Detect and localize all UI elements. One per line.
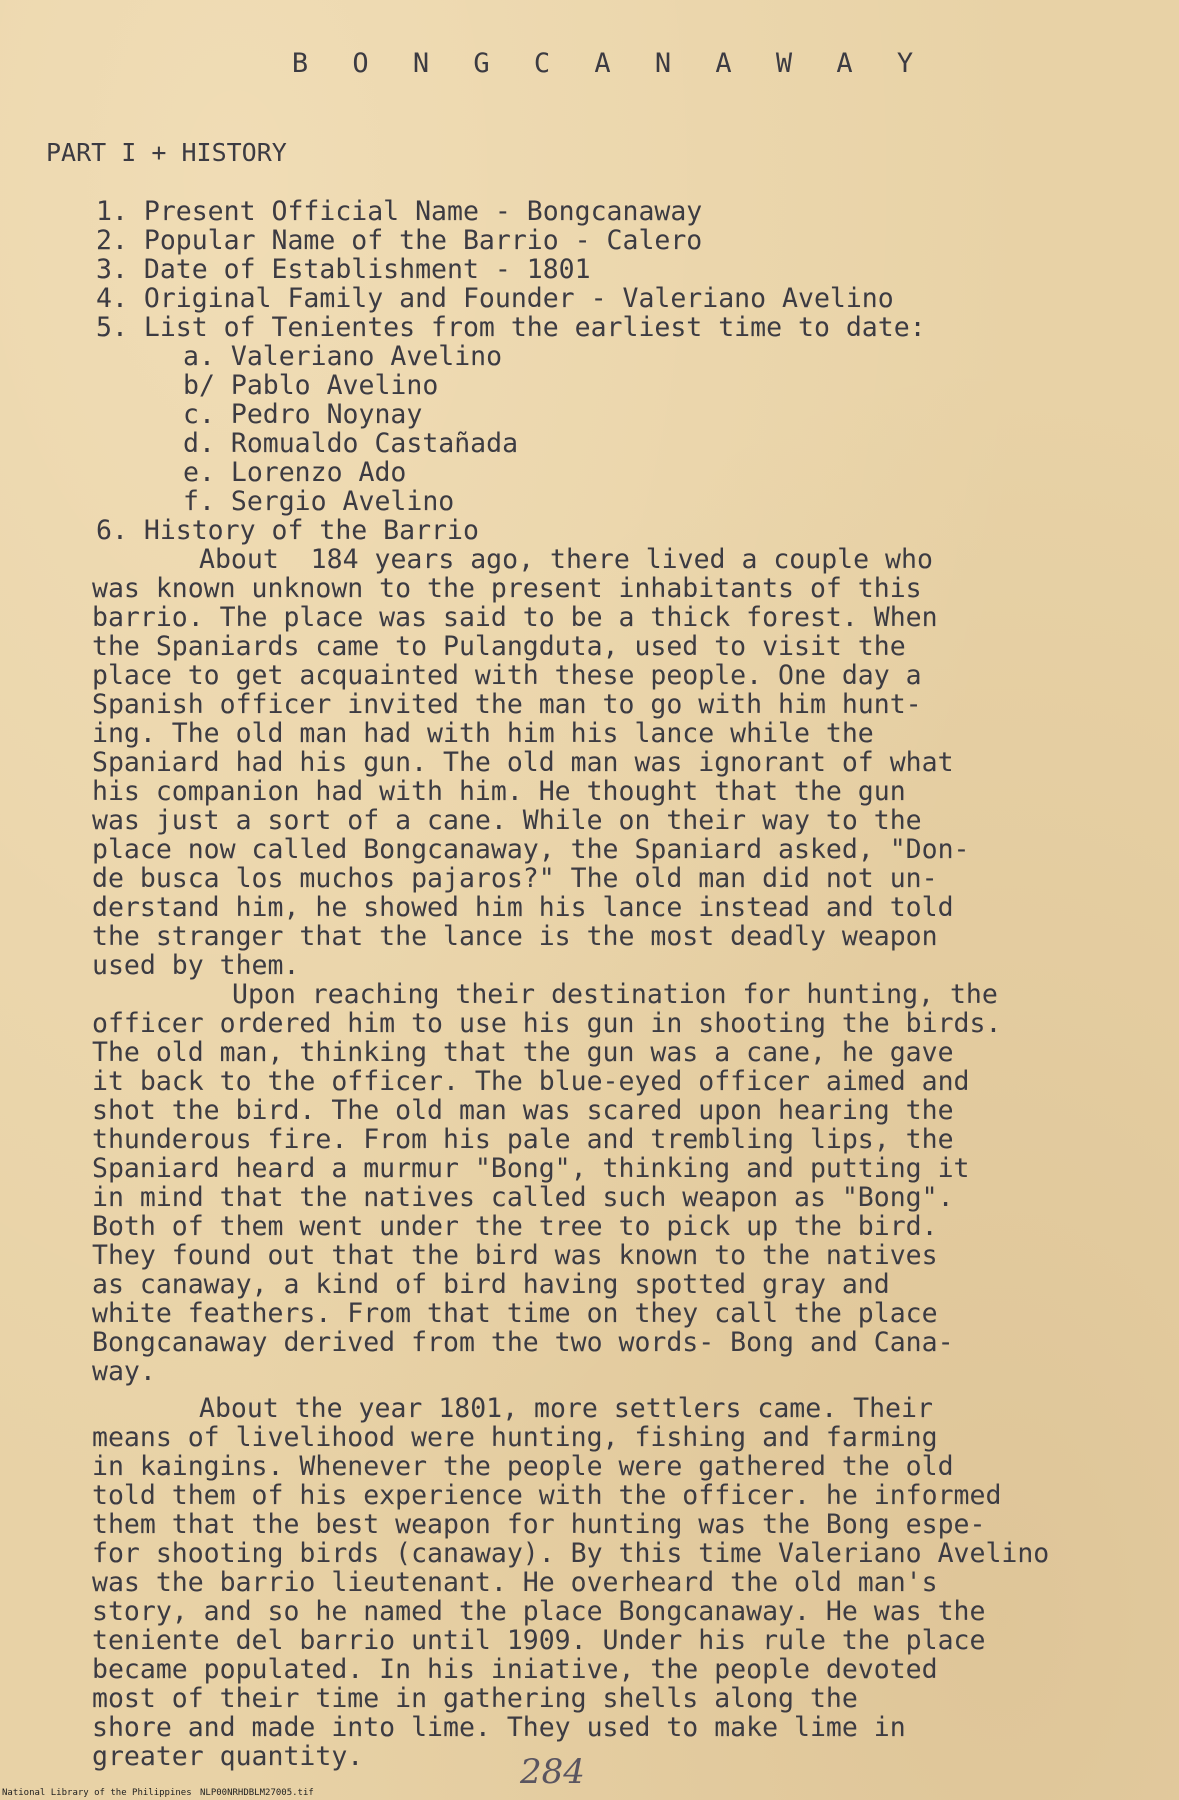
body-line: Upon reaching their destination for hunting, the (232, 979, 998, 1010)
body-line: for shooting birds (canaway). By this time Valeriano Avelino (92, 1538, 1050, 1569)
body-line: them that the best weapon for hunting was the Bong espe- (92, 1509, 986, 1540)
body-line: used by them. (92, 950, 300, 981)
body-line: was known unknown to the present inhabitants of this (92, 573, 922, 604)
body-line: became populated. In his iniative, the people devoted (92, 1654, 938, 1685)
body-line: About 184 years ago, there lived a couple who (199, 544, 933, 575)
body-line: told them of his experience with the officer. he informed (92, 1480, 1002, 1511)
body-line: means of livelihood were hunting, fishing and farming (92, 1422, 938, 1453)
body-line: the stranger that the lance is the most deadly weapon (92, 921, 938, 952)
body-line: it back to the officer. The blue-eyed officer aimed and (92, 1066, 970, 1097)
list-subitem: d. Romualdo Castañada (183, 428, 519, 459)
body-line: They found out that the bird was known to the natives (92, 1240, 938, 1271)
list-subitem: f. Sergio Avelino (183, 486, 455, 517)
body-line: thunderous fire. From his pale and trembling lips, the (92, 1124, 954, 1155)
body-line: Spanish officer invited the man to go with him hunt- (92, 689, 922, 720)
body-line: About the year 1801, more settlers came. Their (199, 1393, 933, 1424)
list-subitem: b/ Pablo Avelino (183, 370, 439, 401)
part-heading: PART I + HISTORY (46, 138, 287, 167)
footer-library: National Library of the Philippines (2, 1788, 192, 1798)
body-line: story, and so he named the place Bongcanaway. He was the (92, 1596, 986, 1627)
body-line: shot the bird. The old man was scared upon hearing the (92, 1095, 954, 1126)
body-line: greater quantity. (92, 1741, 364, 1772)
document-title: B O N G C A N A W A Y (291, 48, 928, 79)
body-line: his companion had with him. He thought that the gun (92, 776, 906, 807)
body-line: officer ordered him to use his gun in shooting the birds. (92, 1008, 1002, 1039)
body-line: most of their time in gathering shells along the (92, 1683, 858, 1714)
body-line: the Spaniards came to Pulangduta, used to visit the (92, 631, 906, 662)
handwritten-page-number: 284 (520, 1752, 585, 1792)
list-item: 6. History of the Barrio (96, 515, 479, 546)
body-line: was just a sort of a cane. While on their way to the (92, 805, 922, 836)
body-line: as canaway, a kind of bird having spotted gray and (92, 1269, 890, 1300)
body-line: de busca los muchos pajaros?" The old man did not un- (92, 863, 938, 894)
scan-footer (0, 1786, 1179, 1800)
body-line: place now called Bongcanaway, the Spaniard asked, "Don- (92, 834, 970, 865)
body-line: white feathers. From that time on they call the place (92, 1298, 938, 1329)
list-item: 5. List of Tenientes from the earliest time to date: (96, 312, 926, 343)
body-line: barrio. The place was said to be a thick forest. When (92, 602, 938, 633)
body-line: Spaniard had his gun. The old man was ignorant of what (92, 747, 954, 778)
list-item: 2. Popular Name of the Barrio - Calero (96, 225, 703, 256)
body-line: teniente del barrio until 1909. Under his rule the place (92, 1625, 986, 1656)
body-line: Bongcanaway derived from the two words- Bong and Cana- (92, 1327, 954, 1358)
body-line: was the barrio lieutenant. He overheard the old man's (92, 1567, 938, 1598)
body-line: place to get acquainted with these people. One day a (92, 660, 922, 691)
list-item: 4. Original Family and Founder - Valeriano Avelino (96, 283, 894, 314)
body-line: ing. The old man had with him his lance while the (92, 718, 874, 749)
body-line: way. (92, 1356, 156, 1387)
list-subitem: e. Lorenzo Ado (183, 457, 407, 488)
body-line: The old man, thinking that the gun was a cane, he gave (92, 1037, 954, 1068)
body-line: in kaingins. Whenever the people were gathered the old (92, 1451, 954, 1482)
list-item: 3. Date of Establishment - 1801 (96, 254, 591, 285)
footer-filename: NLP00NRHDBLM27005.tif (200, 1788, 314, 1798)
body-line: Both of them went under the tree to pick up the bird. (92, 1211, 938, 1242)
list-subitem: a. Valeriano Avelino (183, 341, 503, 372)
list-item: 1. Present Official Name - Bongcanaway (96, 196, 703, 227)
body-line: shore and made into lime. They used to make lime in (92, 1712, 906, 1743)
list-subitem: c. Pedro Noynay (183, 399, 423, 430)
body-line: derstand him, he showed him his lance instead and told (92, 892, 954, 923)
body-line: Spaniard heard a murmur "Bong", thinking and putting it (92, 1153, 970, 1184)
body-line: in mind that the natives called such weapon as "Bong". (92, 1182, 954, 1213)
